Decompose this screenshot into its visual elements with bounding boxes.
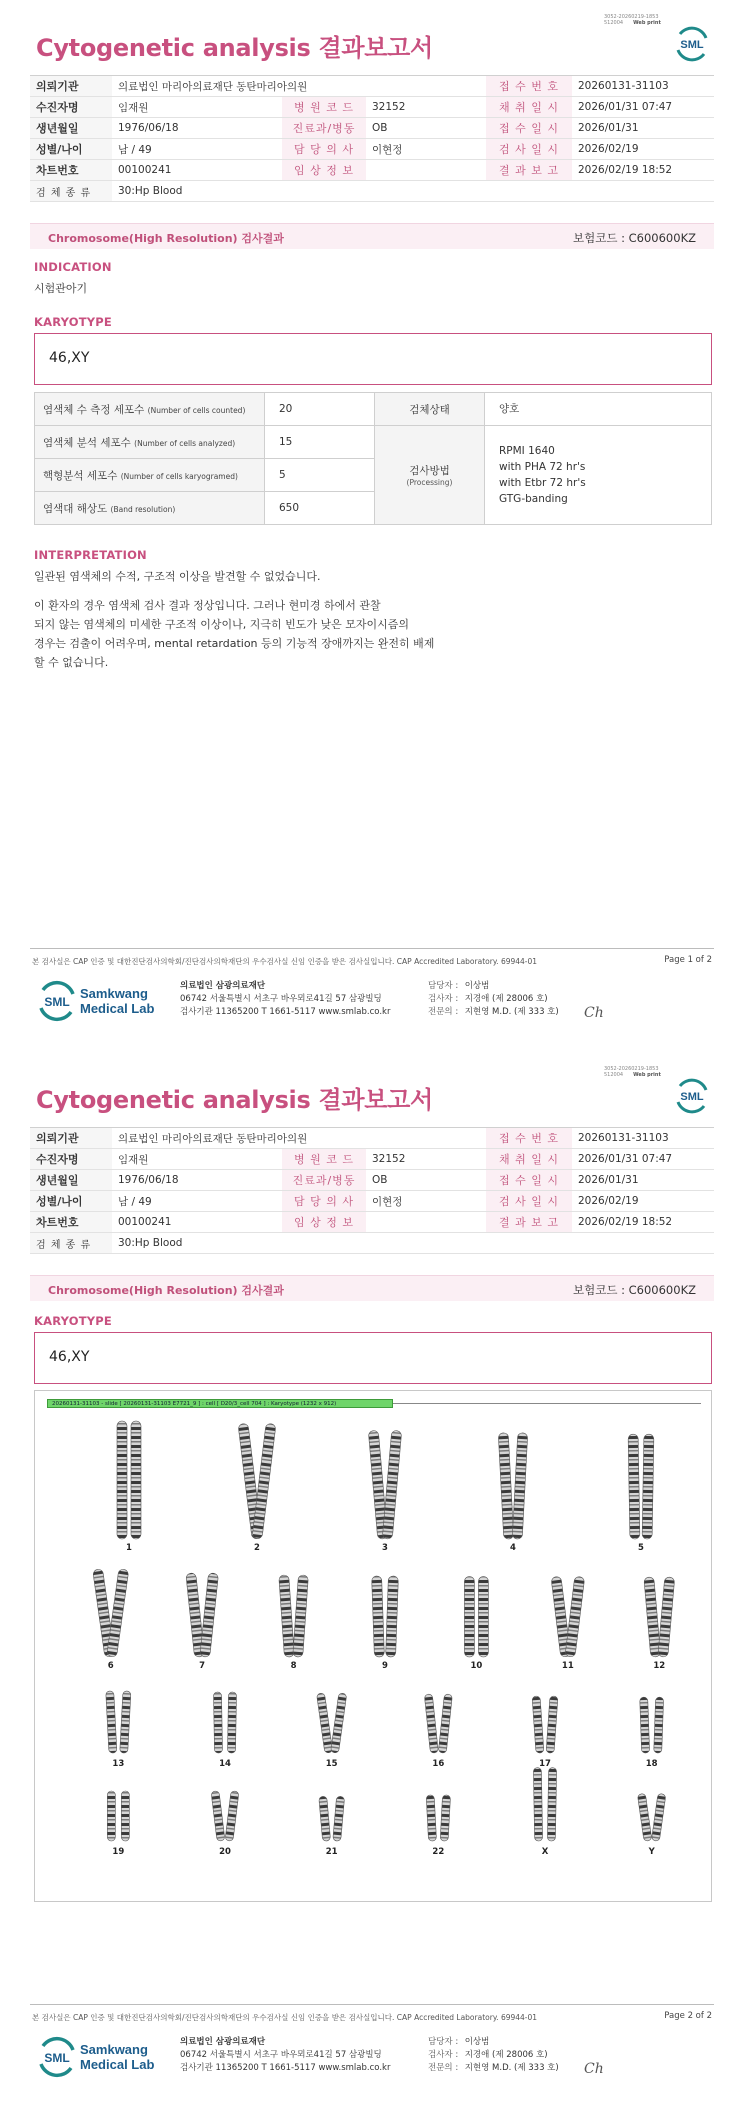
doc-code-line2: 512004 — [604, 20, 624, 26]
info-label: 채 취 일 시 — [486, 1149, 572, 1170]
chromosome-label: 3 — [382, 1543, 388, 1553]
specimen-status-label: 검체상태 — [375, 393, 485, 426]
chromosome — [213, 1692, 222, 1753]
info-value: 남 / 49 — [112, 139, 282, 160]
chromosome — [279, 1575, 295, 1657]
info-row — [30, 181, 714, 202]
chromosome — [440, 1795, 450, 1841]
info-label: 접 수 번 호 — [486, 1128, 572, 1149]
chromosome — [547, 1768, 556, 1841]
info-value: 이현정 — [366, 1191, 486, 1212]
chromosome-label: 16 — [432, 1759, 445, 1769]
interpretation-heading: INTERPRETATION — [34, 548, 147, 562]
report-title: Cytogenetic analysis 결과보고서 — [36, 34, 433, 62]
chromosome-label: 17 — [539, 1759, 551, 1769]
info-row — [30, 97, 714, 118]
page-number: Page 2 of 2 — [664, 2011, 712, 2021]
report-title: Cytogenetic analysis 결과보고서 — [36, 1086, 433, 1114]
web-print-label: Web print — [633, 20, 661, 26]
method-value: RPMI 1640 with PHA 72 hr's with Etbr 72 hr's GTG-banding — [485, 426, 712, 525]
chromosome — [640, 1697, 650, 1753]
info-value: 의료법인 마리아의료재단 동탄마리아의원 — [112, 1128, 486, 1149]
info-value: 30:Hp Blood — [112, 181, 714, 202]
chromosome-label: 4 — [510, 1543, 516, 1553]
chromosome — [565, 1576, 585, 1657]
chromosome-label: 11 — [561, 1661, 574, 1671]
chromosome-label: 13 — [112, 1759, 125, 1769]
chromosome-label: 20 — [219, 1847, 231, 1857]
chromosome — [642, 1434, 654, 1539]
info-label: 결 과 보 고 — [486, 1212, 572, 1233]
info-label: 차트번호 — [30, 1212, 112, 1233]
chromosome-pair-13 — [106, 1691, 131, 1753]
info-value: OB — [366, 1170, 486, 1191]
chromosome-pair-7 — [186, 1573, 219, 1658]
chromosome-label: 19 — [112, 1847, 125, 1857]
info-label: 성별/나이 — [30, 1191, 112, 1212]
info-row — [30, 1149, 714, 1170]
info-label: 접 수 번 호 — [486, 76, 572, 97]
chromosome — [333, 1796, 345, 1841]
insurance-code: 보험코드 : C600600KZ — [573, 1283, 696, 1297]
karyogram-chromosomes — [35, 1391, 713, 1903]
patient-info-table — [30, 75, 714, 202]
chromosome-pair-19 — [107, 1791, 129, 1841]
chromosome-pair-18 — [640, 1697, 664, 1753]
info-row — [30, 1170, 714, 1191]
chromosome — [382, 1430, 401, 1539]
chromosome — [654, 1697, 664, 1753]
svg-text:SML: SML — [44, 995, 70, 1009]
chromosome-pair-6 — [93, 1569, 129, 1658]
info-label: 의뢰기관 — [30, 76, 112, 97]
chromosome-label: X — [541, 1847, 549, 1857]
chromosome-pair-5 — [628, 1434, 654, 1539]
chromosome — [225, 1791, 239, 1842]
interpretation-summary: 일관된 염색체의 수적, 구조적 이상을 발견할 수 없었습니다. — [34, 570, 321, 583]
info-label: 진료과/병동 — [282, 118, 366, 139]
chromosome — [107, 1569, 129, 1658]
chromosome — [628, 1434, 640, 1539]
chromosome-label: 22 — [432, 1847, 445, 1857]
interpretation-line: 경우는 검출이 어려우며, mental retardation 등의 기능적 장애까지는 완전히 배제 — [34, 637, 435, 650]
info-label: 성별/나이 — [30, 139, 112, 160]
info-row — [30, 76, 714, 97]
info-value: 00100241 — [112, 160, 282, 181]
info-value: 32152 — [366, 1149, 486, 1170]
chromosome-pair-17 — [532, 1696, 558, 1753]
info-value — [366, 1212, 486, 1233]
doc-code-line2: 512004 — [604, 1072, 624, 1078]
interpretation-line: 할 수 없습니다. — [34, 656, 109, 669]
chromosome-pair-22 — [426, 1795, 450, 1841]
chromosome — [426, 1795, 436, 1841]
web-print-label: Web print — [633, 1072, 661, 1078]
chromosome — [512, 1433, 528, 1540]
chromosome — [424, 1694, 438, 1753]
chromosome — [651, 1793, 666, 1841]
svg-text:SML: SML — [44, 2051, 70, 2065]
info-value: 2026/01/31 — [572, 1170, 714, 1191]
info-label: 병 원 코 드 — [282, 1149, 366, 1170]
lab-info: 의료법인 삼광의료재단 06742 서울특별시 서초구 바우뫼로41길 57 삼광빌딩 검사기관 11365200 T 1661-5117 www.smlab.co.kr — [180, 981, 391, 1017]
footer-note: 본 검사실은 CAP 인증 및 대한진단검사의학회/진단검사의학재단의 우수검사실 신임 인증을 받은 검사실입니다. CAP Accredited Laboratory. 69944-01 — [32, 957, 538, 966]
info-label: 생년월일 — [30, 1170, 112, 1191]
info-value: 2026/01/31 — [572, 118, 714, 139]
chromosome-label: 21 — [325, 1847, 338, 1857]
interpretation-line: 되지 않는 염색체의 미세한 구조적 이상이나, 지극히 빈도가 낮은 모자이시즘의 — [34, 618, 409, 631]
info-label: 차트번호 — [30, 160, 112, 181]
info-row — [30, 160, 714, 181]
section-title: Chromosome(High Resolution) 검사결과 — [48, 1284, 284, 1297]
chromosome — [227, 1692, 236, 1753]
info-value: 이현정 — [366, 139, 486, 160]
chromosome — [372, 1576, 385, 1657]
samkwang-logo-icon — [36, 980, 78, 1022]
info-row — [30, 1128, 714, 1149]
info-label: 접 수 일 시 — [486, 1170, 572, 1191]
chromosome-pair-3 — [368, 1430, 401, 1539]
signature: Ch — [584, 2061, 604, 2077]
chromosome-label: 10 — [470, 1661, 483, 1671]
info-label: 병 원 코 드 — [282, 97, 366, 118]
chromosome — [200, 1573, 219, 1658]
info-label: 검 체 종 류 — [30, 181, 112, 202]
chromosome — [331, 1693, 347, 1753]
chromosome-pair-8 — [279, 1575, 309, 1657]
info-value: 2026/02/19 18:52 — [572, 160, 714, 181]
info-value: 의료법인 마리아의료재단 동탄마리아의원 — [112, 76, 486, 97]
info-label: 진료과/병동 — [282, 1170, 366, 1191]
info-label: 담 당 의 사 — [282, 1191, 366, 1212]
info-label: 검 사 일 시 — [486, 1191, 572, 1212]
chromosome-pair-11 — [551, 1576, 585, 1657]
info-label: 접 수 일 시 — [486, 118, 572, 139]
chromosome — [319, 1796, 331, 1841]
chromosome — [637, 1793, 652, 1841]
info-value: 1976/06/18 — [112, 1170, 282, 1191]
info-value: 2026/01/31 07:47 — [572, 97, 714, 118]
chromosome-label: 1 — [126, 1543, 132, 1553]
samkwang-logo: SML Samkwang Medical Lab — [36, 980, 156, 1026]
doc-code-line1: 3052-20260219-1853 — [604, 1066, 659, 1072]
section-bar — [30, 223, 714, 249]
band-resolution-value: 650 — [265, 492, 375, 525]
chromosome — [658, 1577, 675, 1658]
chromosome — [533, 1768, 542, 1841]
chromosome-pair-1 — [117, 1421, 141, 1539]
chromosome-pair-16 — [424, 1694, 452, 1753]
page-number: Page 1 of 2 — [664, 955, 712, 965]
info-value: 32152 — [366, 97, 486, 118]
info-label: 생년월일 — [30, 118, 112, 139]
info-value: 00100241 — [112, 1212, 282, 1233]
chromosome-pair-12 — [644, 1577, 675, 1658]
staff-info: 담당자 : 이상범 검사자 : 지경애 (제 28006 호) 전문의 : 지현영 M.D. (제 333 호) — [428, 2037, 559, 2073]
chromosome — [293, 1575, 309, 1657]
info-row — [30, 139, 714, 160]
chromosome — [478, 1577, 488, 1657]
footer-note: 본 검사실은 CAP 인증 및 대한진단검사의학회/진단검사의학재단의 우수검사실 신임 인증을 받은 검사실입니다. CAP Accredited Laboratory. 69944-01 — [32, 2013, 538, 2022]
indication-text: 시험관아기 — [34, 282, 88, 295]
chromosome-pair-10 — [464, 1577, 488, 1657]
info-value: 2026/02/19 — [572, 139, 714, 160]
cells-counted-label: 염색체 수 측정 세포수 (Number of cells counted) — [35, 393, 265, 426]
karyotype-value: 46,XY — [49, 1349, 90, 1365]
info-value: 20260131-31103 — [572, 1128, 714, 1149]
info-value: 남 / 49 — [112, 1191, 282, 1212]
chromosome — [106, 1691, 117, 1753]
info-value — [366, 160, 486, 181]
lab-info: 의료법인 삼광의료재단 06742 서울특별시 서초구 바우뫼로41길 57 삼광빌딩 검사기관 11365200 T 1661-5117 www.smlab.co.kr — [180, 2037, 391, 2073]
info-value: OB — [366, 118, 486, 139]
chromosome-pair-14 — [213, 1692, 236, 1753]
sml-logo — [674, 1078, 710, 1114]
chromosome — [121, 1791, 129, 1841]
chromosome — [438, 1694, 452, 1753]
cells-table — [34, 392, 712, 525]
chromosome — [386, 1576, 399, 1657]
cells-row — [35, 426, 712, 459]
cells-karyogramed-value: 5 — [265, 459, 375, 492]
info-label: 임 상 정 보 — [282, 1212, 366, 1233]
chromosome-label: 2 — [254, 1543, 260, 1553]
chromosome — [120, 1691, 131, 1753]
info-value: 1976/06/18 — [112, 118, 282, 139]
info-value: 2026/02/19 18:52 — [572, 1212, 714, 1233]
info-label: 결 과 보 고 — [486, 160, 572, 181]
chromosome-label: 14 — [219, 1759, 231, 1769]
chromosome — [211, 1791, 225, 1842]
svg-text:SML: SML — [680, 1091, 704, 1103]
footer-divider — [30, 2004, 714, 2005]
staff-info: 담당자 : 이상범 검사자 : 지경애 (제 28006 호) 전문의 : 지현영 M.D. (제 333 호) — [428, 981, 559, 1017]
chromosome — [317, 1693, 333, 1753]
info-label: 의뢰기관 — [30, 1128, 112, 1149]
info-label: 임 상 정 보 — [282, 160, 366, 181]
cells-analyzed-label: 염색체 분석 세포수 (Number of cells analyzed) — [35, 426, 265, 459]
chromosome-label: 18 — [645, 1759, 658, 1769]
insurance-code: 보험코드 : C600600KZ — [573, 231, 696, 245]
chromosome-label: 8 — [290, 1661, 297, 1671]
chromosome-pair-Y — [637, 1793, 666, 1841]
band-resolution-label: 염색대 해상도 (Band resolution) — [35, 492, 265, 525]
info-label: 채 취 일 시 — [486, 97, 572, 118]
samkwang-logo: SML Samkwang Medical Lab — [36, 2036, 156, 2082]
chromosome-label: 5 — [638, 1543, 644, 1553]
chromosome-label: 15 — [325, 1759, 338, 1769]
karyotype-heading: KARYOTYPE — [34, 315, 112, 329]
indication-heading: INDICATION — [34, 260, 112, 274]
chromosome-pair-20 — [211, 1791, 239, 1842]
section-bar — [30, 1275, 714, 1301]
chromosome-pair-4 — [498, 1433, 528, 1540]
chromosome-pair-15 — [317, 1693, 347, 1753]
info-row — [30, 118, 714, 139]
chromosome — [546, 1696, 558, 1753]
chromosome-label: Y — [648, 1847, 655, 1857]
info-row — [30, 1212, 714, 1233]
info-label: 수진자명 — [30, 1149, 112, 1170]
info-value: 2026/02/19 — [572, 1191, 714, 1212]
info-label: 검 체 종 류 — [30, 1233, 112, 1254]
info-value: 20260131-31103 — [572, 76, 714, 97]
chromosome-pair-9 — [372, 1576, 399, 1657]
chromosome-pair-X — [533, 1768, 556, 1841]
info-row — [30, 1233, 714, 1254]
doc-code-line1: 3052-20260219-1853 — [604, 14, 659, 20]
footer-divider — [30, 948, 714, 949]
samkwang-logo-icon — [36, 2036, 78, 2078]
chromosome — [498, 1433, 514, 1540]
chromosome — [117, 1421, 127, 1539]
chromosome-label: 6 — [107, 1661, 114, 1671]
patient-info-table — [30, 1127, 714, 1254]
info-value: 임재원 — [112, 97, 282, 118]
cells-row — [35, 393, 712, 426]
info-label: 담 당 의 사 — [282, 139, 366, 160]
specimen-status-value: 양호 — [485, 393, 712, 426]
svg-text:SML: SML — [680, 39, 704, 51]
karyogram-image — [34, 1390, 712, 1902]
karyotype-value: 46,XY — [49, 350, 90, 366]
karyotype-box — [34, 1332, 712, 1384]
chromosome-pair-21 — [319, 1796, 345, 1841]
chromosome — [532, 1696, 544, 1753]
chromosome-label: 12 — [653, 1661, 666, 1671]
chromosome-pair-2 — [238, 1423, 276, 1539]
info-row — [30, 1191, 714, 1212]
signature: Ch — [584, 1005, 604, 1021]
karyotype-heading: KARYOTYPE — [34, 1314, 112, 1328]
info-label: 검 사 일 시 — [486, 139, 572, 160]
info-label: 수진자명 — [30, 97, 112, 118]
info-value: 30:Hp Blood — [112, 1233, 714, 1254]
info-value: 2026/01/31 07:47 — [572, 1149, 714, 1170]
chromosome — [252, 1423, 276, 1539]
cells-karyogramed-label: 핵형분석 세포수 (Number of cells karyogramed) — [35, 459, 265, 492]
karyogram-header: 20260131-31103 - slide [ 20260131-31103 E7721_9 ] : cell [ D20/3_cell 704 ] : Karyotype (1232 x 912) — [47, 1399, 393, 1408]
sml-logo — [674, 26, 710, 62]
chromosome — [107, 1791, 115, 1841]
chromosome-label: 7 — [199, 1661, 206, 1671]
chromosome — [644, 1577, 661, 1658]
chromosome — [131, 1421, 141, 1539]
cells-analyzed-value: 15 — [265, 426, 375, 459]
info-value: 임재원 — [112, 1149, 282, 1170]
chromosome — [464, 1577, 474, 1657]
doc-code — [604, 14, 661, 26]
interpretation-line: 이 환자의 경우 염색체 검사 결과 정상입니다. 그러나 현미경 하에서 관찰 — [34, 599, 381, 612]
method-label: 검사방법 (Processing) — [375, 426, 485, 525]
interpretation-text — [34, 567, 594, 672]
section-title: Chromosome(High Resolution) 검사결과 — [48, 232, 284, 245]
chromosome-label: 9 — [382, 1661, 388, 1671]
karyotype-box — [34, 333, 712, 385]
cells-counted-value: 20 — [265, 393, 375, 426]
doc-code — [604, 1066, 661, 1078]
